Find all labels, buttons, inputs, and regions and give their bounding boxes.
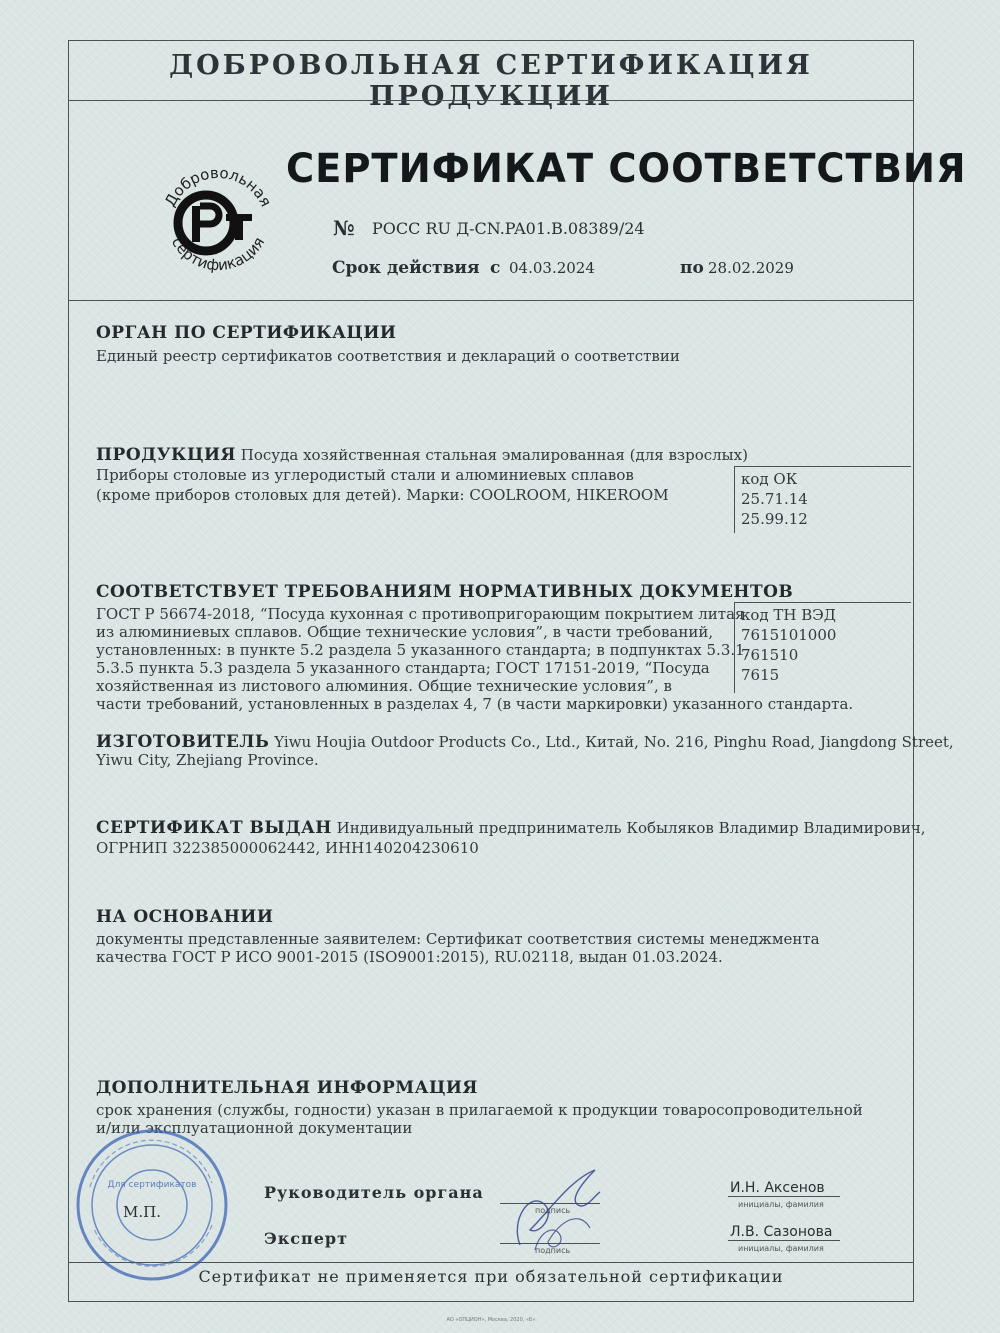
manufacturer-line-1 — [96, 733, 954, 751]
issued-line-2: ОГРНИП 322385000062442, ИНН140204230610 — [96, 839, 479, 857]
product-heading: ПРОДУКЦИЯ — [96, 445, 237, 465]
validity-from-date: 04.03.2024 — [509, 259, 595, 277]
requirements-line-6: части требований, установленных в разделах 4, 7 (в части маркировки) указанного стандарта. — [96, 695, 854, 713]
requirements-heading: СООТВЕТСТВУЕТ ТРЕБОВАНИЯМ НОРМАТИВНЫХ ДОКУМЕНТОВ — [96, 582, 794, 602]
manufacturer-text-1: Yiwu Houjia Outdoor Products Co., Ltd., Китай, No. 216, Pinghu Road, Jiangdong Street, — [274, 733, 954, 751]
ok-code-label: код ОК — [741, 470, 798, 488]
tnved-code-2: 761510 — [741, 646, 799, 664]
head-signature-caption: подпись — [535, 1206, 571, 1215]
logo-bottom-text: сертификация — [167, 233, 269, 275]
ok-code-1: 25.71.14 — [741, 490, 808, 508]
head-of-organ-label: Руководитель органа — [264, 1183, 484, 1202]
top-title: ДОБРОВОЛЬНАЯ СЕРТИФИКАЦИЯ ПРОДУКЦИИ — [169, 50, 813, 112]
expert-name-caption: инициалы, фамилия — [738, 1244, 824, 1253]
product-text-1: Посуда хозяйственная стальная эмалированная (для взрослых) — [240, 446, 748, 464]
issued-heading: СЕРТИФИКАТ ВЫДАН — [96, 818, 332, 838]
head-name-caption: инициалы, фамилия — [738, 1200, 824, 1209]
additional-line-2: и/или эксплуатационной документации — [96, 1119, 413, 1137]
basis-line-2: качества ГОСТ Р ИСО 9001-2015 (ISO9001:2015), RU.02118, выдан 01.03.2024. — [96, 948, 723, 966]
product-line-2: Приборы столовые из углеродистый стали и алюминиевых сплавов — [96, 466, 634, 484]
tnved-code-3: 7615 — [741, 666, 780, 684]
manufacturer-line-2: Yiwu City, Zhejiang Province. — [96, 751, 319, 769]
expert-name-line — [728, 1240, 840, 1241]
organ-text: Единый реестр сертификатов соответствия и деклараций о соответствии — [96, 347, 680, 365]
validity-from-label: с — [490, 258, 501, 278]
ok-code-2: 25.99.12 — [741, 510, 808, 528]
footer-note: Сертификат не применяется при обязательной сертификации — [198, 1267, 784, 1286]
head-name: И.Н. Аксенов — [730, 1180, 825, 1196]
ok-code-box — [734, 466, 911, 533]
number-label: № — [333, 216, 355, 240]
tnved-code-1: 7615101000 — [741, 626, 837, 644]
expert-label: Эксперт — [264, 1229, 349, 1248]
footer-divider — [68, 1262, 914, 1263]
requirements-line-1: ГОСТ Р 56674-2018, “Посуда кухонная с противопригорающим покрытием литая — [96, 605, 745, 623]
printer-imprint: АО «ОПЦИОН», Москва, 2020, «Б» — [446, 1317, 536, 1323]
issued-line-1 — [96, 819, 926, 837]
requirements-line-3: установленных: в пункте 5.2 раздела 5 указанного стандарта; в подпунктах 5.3.1, — [96, 641, 750, 659]
stamp-mp-label: М.П. — [123, 1203, 161, 1221]
head-name-line — [728, 1196, 840, 1197]
requirements-line-2: из алюминиевых сплавов. Общие технические условия”, в части требований, — [96, 623, 714, 641]
basis-heading: НА ОСНОВАНИИ — [96, 907, 274, 927]
additional-heading: ДОПОЛНИТЕЛЬНАЯ ИНФОРМАЦИЯ — [96, 1078, 478, 1098]
round-stamp — [72, 1125, 232, 1285]
handwritten-signature — [500, 1150, 610, 1260]
organ-heading: ОРГАН ПО СЕРТИФИКАЦИИ — [96, 323, 397, 343]
header-divider — [68, 100, 914, 101]
validity-to-date: 28.02.2029 — [708, 259, 794, 277]
stamp-inner-text: Для сертификатов — [107, 1180, 197, 1190]
expert-signature-caption: подпись — [535, 1246, 571, 1255]
product-line-1 — [96, 446, 748, 464]
voluntary-certification-logo — [148, 148, 288, 288]
additional-line-1: срок хранения (службы, годности) указан в прилагаемой к продукции товаросопроводительной — [96, 1101, 863, 1119]
basis-line-1: документы представленные заявителем: Сертификат соответствия системы менеджмента — [96, 930, 820, 948]
issued-text-1: Индивидуальный предприниматель Кобыляков Владимир Владимирович, — [336, 819, 926, 837]
manufacturer-heading: ИЗГОТОВИТЕЛЬ — [96, 732, 270, 752]
certificate-number: РОСС RU Д-CN.PA01.B.08389/24 — [372, 219, 645, 238]
expert-name: Л.В. Сазонова — [730, 1224, 833, 1240]
requirements-line-5: хозяйственная из листового алюминия. Общие технические условия”, в — [96, 677, 672, 695]
header-bottom-divider — [68, 300, 914, 301]
logo-top-text: Добровольная — [161, 163, 276, 210]
validity-to-label: по — [680, 258, 704, 278]
tnved-code-box — [734, 602, 911, 693]
product-line-3: (кроме приборов столовых для детей). Марки: COOLROOM, HIKEROOM — [96, 486, 669, 504]
requirements-line-4: 5.3.5 пункта 5.3 раздела 5 указанного стандарта; ГОСТ 17151-2019, “Посуда — [96, 659, 710, 677]
certificate-title: СЕРТИФИКАТ СООТВЕТСТВИЯ — [286, 146, 967, 192]
rst-mark-icon — [178, 195, 252, 251]
tnved-code-label: код ТН ВЭД — [741, 606, 836, 624]
validity-label: Срок действия — [332, 258, 480, 278]
